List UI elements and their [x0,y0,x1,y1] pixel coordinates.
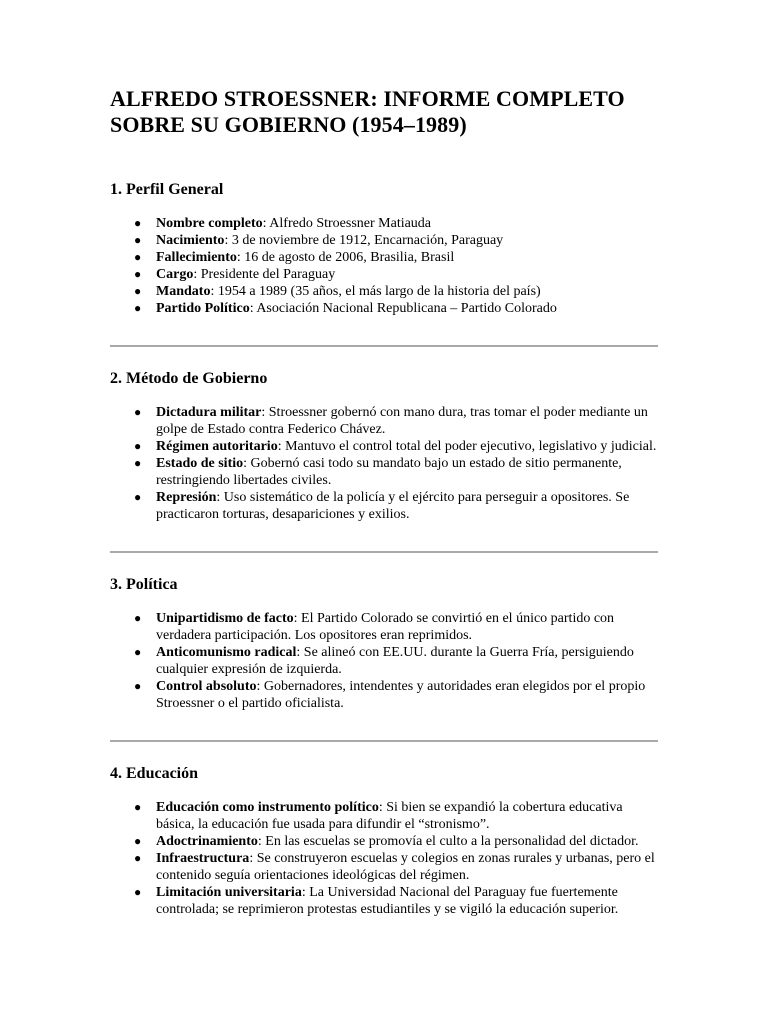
list-item [110,300,658,317]
section-list-metodo-de-gobierno [110,404,658,523]
section-list-politica [110,610,658,712]
list-item [110,455,658,489]
bullet-icon: ● [134,216,142,230]
section-heading-metodo-de-gobierno: 2. Método de Gobierno [110,370,268,387]
section-heading-perfil-general: 1. Perfil General [110,181,224,198]
section-list-educacion [110,799,658,918]
item-text: : Uso sistemático de la policía y el ejército para perseguir a opositores. Se practicaron torturas, desapariciones y exilios. [156,490,630,522]
bullet-icon: ● [134,456,142,470]
bullet-icon: ● [134,645,142,659]
bullet-icon: ● [134,885,142,899]
item-text: : Asociación Nacional Republicana – Partido Colorado [249,301,557,316]
document-page [110,86,658,918]
item-term: Mandato [156,284,211,299]
bullet-icon: ● [134,800,142,814]
list-item [110,215,658,232]
item-term: Estado de sitio [156,456,244,471]
list-item [110,232,658,249]
list-item [110,283,658,300]
section-divider [110,740,658,742]
item-text: : Presidente del Paraguay [193,267,336,282]
bullet-icon: ● [134,233,142,247]
list-item [110,833,658,850]
item-text: : 16 de agosto de 2006, Brasilia, Brasil [236,250,455,265]
item-term: Nombre completo [156,216,263,231]
item-term: Educación como instrumento político [156,800,379,815]
list-item [110,249,658,266]
item-text: : El Partido Colorado se convirtió en el único partido con verdadera participación. Los opositores eran reprimidos. [156,611,615,643]
item-text: : 1954 a 1989 (35 años, el más largo de la historia del país) [210,284,541,299]
list-item [110,438,658,455]
item-term: Cargo [156,267,194,282]
item-text: : Alfredo Stroessner Matiauda [262,216,432,231]
item-text: : Mantuvo el control total del poder ejecutivo, legislativo y judicial. [277,439,657,454]
item-term: Limitación universitaria [156,885,302,900]
list-item [110,489,658,523]
bullet-icon: ● [134,267,142,281]
item-term: Represión [156,490,217,505]
item-text: : Gobernadores, intendentes y autoridades eran elegidos por el propio Stroessner o el partido oficialista. [156,679,646,711]
list-item [110,799,658,833]
bullet-icon: ● [134,250,142,264]
bullet-icon: ● [134,301,142,315]
item-text: : En las escuelas se promovía el culto a la personalidad del dictador. [257,834,639,849]
item-text: : 3 de noviembre de 1912, Encarnación, Paraguay [224,233,504,248]
bullet-icon: ● [134,284,142,298]
item-term: Anticomunismo radical [156,645,297,660]
bullet-icon: ● [134,490,142,504]
document-title: ALFREDO STROESSNER: INFORME COMPLETO SOBRE SU GOBIERNO (1954–1989) [110,86,625,137]
item-term: Partido Político [156,301,250,316]
item-text: : La Universidad Nacional del Paraguay fue fuertemente controlada; se reprimieron protestas estudiantiles y se vigiló la educación superior. [156,885,619,917]
bullet-icon: ● [134,851,142,865]
bullet-icon: ● [134,611,142,625]
item-term: Dictadura militar [156,405,262,420]
list-item [110,850,658,884]
item-term: Control absoluto [156,679,257,694]
list-item [110,404,658,438]
item-term: Adoctrinamiento [156,834,258,849]
item-term: Infraestructura [156,851,250,866]
section-list-perfil-general [110,215,658,317]
item-term: Nacimiento [156,233,225,248]
item-term: Régimen autoritario [156,439,278,454]
bullet-icon: ● [134,679,142,693]
section-divider [110,551,658,553]
item-text: : Se construyeron escuelas y colegios en zonas rurales y urbanas, pero el contenido seguía orientaciones ideológicas del régimen. [156,851,655,883]
item-text: : Gobernó casi todo su mandato bajo un estado de sitio permanente, restringiendo libertades civiles. [156,456,622,488]
item-text: : Si bien se expandió la cobertura educativa básica, la educación fue usada para difundir el “stronismo”. [156,800,623,832]
item-term: Unipartidismo de facto [156,611,294,626]
section-divider [110,345,658,347]
bullet-icon: ● [134,405,142,419]
section-heading-educacion: 4. Educación [110,765,199,782]
item-text: : Stroessner gobernó con mano dura, tras tomar el poder mediante un golpe de Estado contra Federico Chávez. [156,405,648,437]
list-item [110,610,658,644]
list-item [110,644,658,678]
item-term: Fallecimiento [156,250,237,265]
list-item [110,884,658,918]
bullet-icon: ● [134,439,142,453]
list-item [110,266,658,283]
item-text: : Se alineó con EE.UU. durante la Guerra Fría, persiguiendo cualquier expresión de izquierda. [156,645,634,677]
bullet-icon: ● [134,834,142,848]
section-heading-politica: 3. Política [110,576,178,593]
list-item [110,678,658,712]
